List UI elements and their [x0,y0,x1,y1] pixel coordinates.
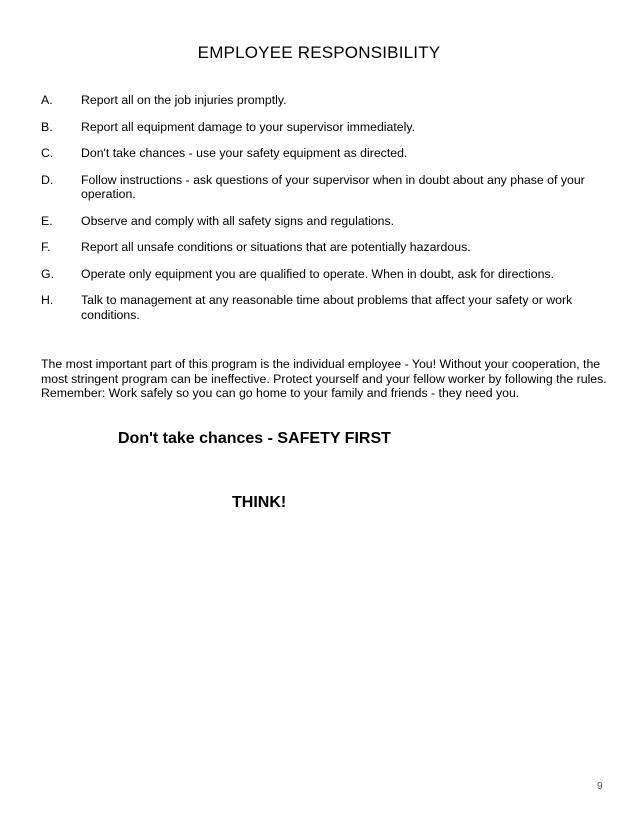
item-text: Report all unsafe conditions or situations that are potentially hazardous. [81,240,471,254]
item-letter: D. [41,172,54,187]
item-letter: G. [41,266,54,281]
item-letter: A. [41,93,53,107]
list-item [41,214,611,229]
list-item [41,120,611,135]
item-text: Talk to management at any reasonable time about problems that affect your safety or work conditions. [81,293,573,322]
item-letter: B. [41,119,53,134]
list-item [41,240,611,255]
item-text: Observe and comply with all safety signs and regulations. [81,213,395,228]
list-item [41,293,611,322]
responsibility-list [41,93,611,334]
item-letter: H. [41,293,54,307]
item-letter: E. [41,213,53,228]
item-text: Follow instructions - ask questions of your supervisor when in doubt about any phase of your operation. [81,172,585,201]
list-item [41,146,611,161]
think-heading: THINK! [232,494,287,511]
page-number: 9 [597,781,603,792]
item-letter: C. [41,146,54,160]
closing-paragraph: The most important part of this program is the individual employee - You! Without your cooperation, the most stringent program can be ineffective. Protect yourself and your fellow worker by following the rules. Remember: Work safely so you can go home to your family and friends - they need you. [41,357,607,400]
item-text: Operate only equipment you are qualified to operate. When in doubt, ask for directions. [81,266,555,281]
list-item [41,173,611,202]
safety-slogan: Don't take chances - SAFETY FIRST [118,430,391,447]
item-text: Report all on the job injuries promptly. [81,93,287,107]
list-item [41,93,611,108]
list-item [41,267,611,282]
page-title: EMPLOYEE RESPONSIBILITY [197,43,441,62]
item-text: Report all equipment damage to your supervisor immediately. [81,119,415,134]
item-letter: F. [41,240,51,254]
item-text: Don't take chances - use your safety equipment as directed. [81,146,408,160]
